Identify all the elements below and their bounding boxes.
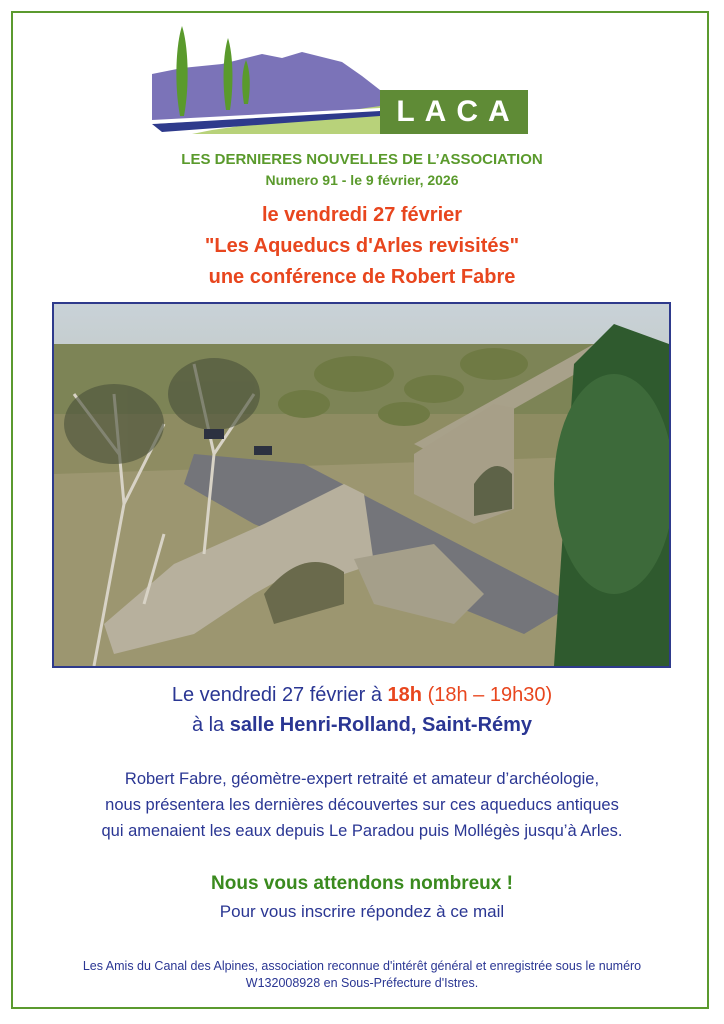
description-line-3: qui amenaient les eaux depuis Le Paradou puis Mollégès jusqu’à Arles. [101,822,623,840]
signup-text: Pour vous inscrire répondez à ce mail [219,902,505,921]
aqueduct-illustration [54,304,669,666]
newsletter-title: LES DERNIERES NOUVELLES DE L’ASSOCIATION [181,151,543,168]
event-time: 18h [387,684,423,706]
headline-speaker: une conférence de Robert Fabre [208,266,516,288]
headline-date: le vendredi 27 février [261,204,463,226]
description-line-1: Robert Fabre, géomètre-expert retraité et amateur d’archéologie, [124,770,600,788]
event-datetime [0,684,724,707]
footer-line-2: W132008928 en Sous-Préfecture d'Istres. [245,976,479,990]
logo-text: LACA [396,95,520,128]
event-time-range: (18h – 19h30) [422,684,553,706]
footer-line-1: Les Amis du Canal des Alpines, association reconnue d'intérêt général et enregistrée sous le numéro [82,959,642,973]
description-line-2: nous présentera les dernières découvertes sur ces aqueducs antiques [105,796,619,814]
headline-title: "Les Aqueducs d'Arles revisités" [204,235,520,257]
invite-text: Nous vous attendons nombreux ! [211,873,513,894]
event-date: Le vendredi 27 février à [171,684,388,706]
newsletter-issue: Numero 91 - le 9 février, 2026 [265,172,459,188]
event-venue-prefix: à la [191,714,230,736]
event-venue [0,714,724,737]
laca-logo [152,24,528,136]
event-venue-name: salle Henri-Rolland, Saint-Rémy [229,714,533,736]
aqueduct-photo [52,302,671,668]
